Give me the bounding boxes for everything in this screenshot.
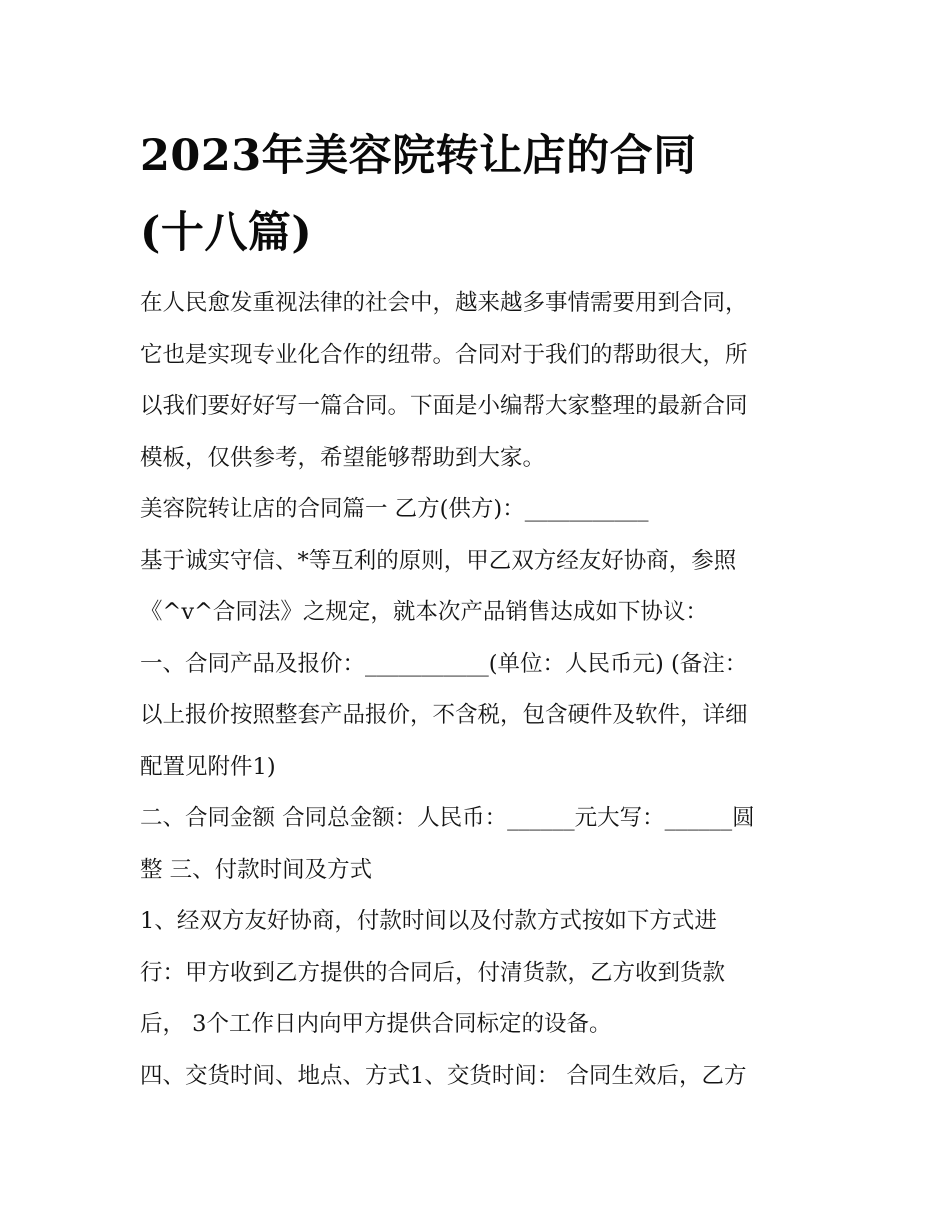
body-line-10: 配置见附件1) <box>140 753 276 780</box>
body-line-8: 一、合同产品及报价：___________(单位：人民币元) (备注： <box>140 650 748 677</box>
title-line-1: 2023年美容院转让店的合同 <box>140 131 697 181</box>
body-line-6: 基于诚实守信、*等互利的原则，甲乙双方经友好协商，参照 <box>140 547 737 574</box>
body-line-13: 1、经双方友好协商，付款时间以及付款方式按如下方式进 <box>140 908 717 934</box>
body-line-11: 二、合同金额 合同总金额：人民币：______元大写：______圆 <box>140 805 755 831</box>
body-line-14: 行：甲方收到乙方提供的合同后，付清货款，乙方收到货款 <box>140 959 726 986</box>
document-title <box>140 118 816 272</box>
body-line-2: 它也是实现专业化合作的纽带。合同对于我们的帮助很大，所 <box>140 341 748 368</box>
body-line-15: 后， 3个工作日内向甲方提供合同标定的设备。 <box>140 1011 612 1037</box>
body-line-9: 以上报价按照整套产品报价，不含税，包含硬件及软件，详细 <box>140 702 748 728</box>
body-line-3: 以我们要好好写一篇合同。下面是小编帮大家整理的最新合同 <box>140 393 748 419</box>
body-line-1: 在人民愈发重视法律的社会中，越来越多事情需要用到合同， <box>140 290 748 316</box>
title-line-2: (十八篇) <box>140 208 313 258</box>
body-line-4: 模板，仅供参考，希望能够帮助到大家。 <box>140 444 546 471</box>
document-body <box>140 278 816 1102</box>
body-line-5: 美容院转让店的合同篇一 乙方(供方)：___________ <box>140 496 649 522</box>
body-line-12: 整 三、付款时间及方式 <box>140 856 373 883</box>
body-line-7: 《^v^合同法》之规定，就本次产品销售达成如下协议： <box>140 599 708 625</box>
body-line-16: 四、交货时间、地点、方式1、交货时间： 合同生效后，乙方 <box>140 1062 747 1089</box>
